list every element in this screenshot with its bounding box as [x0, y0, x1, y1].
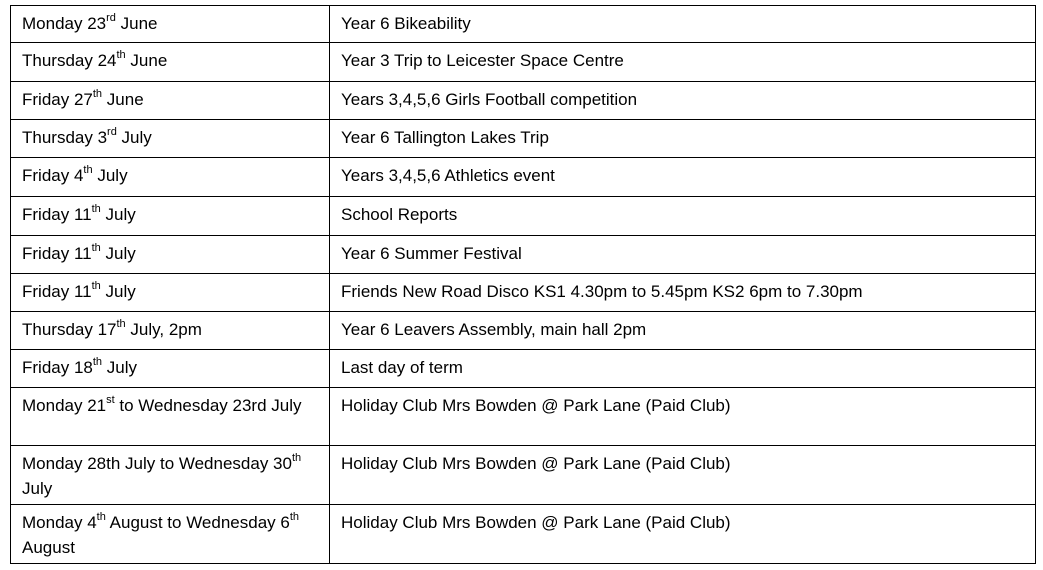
event-description-cell: Year 6 Leavers Assembly, main hall 2pm — [330, 312, 1036, 350]
date-ordinal-suffix: th — [291, 452, 302, 465]
date-text: August — [22, 538, 75, 557]
event-date-cell — [11, 388, 330, 446]
event-description-cell: Year 6 Bikeability — [330, 6, 1036, 43]
date-text: Friday 11 — [22, 282, 92, 301]
event-description-cell: Years 3,4,5,6 Girls Football competition — [330, 82, 1036, 120]
date-text: August to Wednesday 6 — [105, 513, 290, 532]
date-ordinal-suffix: th — [91, 280, 101, 293]
date-text: July — [22, 479, 53, 498]
date-text: Monday 23 — [22, 14, 107, 33]
date-text: Friday 18 — [22, 358, 93, 377]
event-date-cell — [11, 312, 330, 350]
date-ordinal-suffix: th — [92, 356, 103, 369]
event-date-cell — [11, 197, 330, 236]
date-text: Friday 11 — [22, 244, 92, 263]
date-text: July — [100, 282, 136, 301]
table-row — [11, 446, 1036, 505]
events-table-body — [11, 6, 1036, 564]
date-text: to Wednesday 23rd July — [114, 396, 302, 415]
event-date-cell — [11, 43, 330, 82]
event-description-cell: Friends New Road Disco KS1 4.30pm to 5.45pm KS2 6pm to 7.30pm — [330, 274, 1036, 312]
date-ordinal-suffix: th — [83, 164, 93, 177]
table-row — [11, 197, 1036, 236]
date-text: Friday 11 — [22, 205, 92, 224]
event-date-cell — [11, 446, 330, 505]
date-text: June — [102, 90, 144, 109]
event-date-cell — [11, 274, 330, 312]
event-date-cell — [11, 82, 330, 120]
date-text: Monday 4 — [22, 513, 97, 532]
table-row — [11, 120, 1036, 158]
event-description-cell: Holiday Club Mrs Bowden @ Park Lane (Paid Club) — [330, 505, 1036, 564]
date-ordinal-suffix: rd — [107, 126, 117, 139]
table-row — [11, 6, 1036, 43]
date-text: Monday 28th July to Wednesday 30 — [22, 454, 292, 473]
event-date-cell — [11, 505, 330, 564]
table-row — [11, 312, 1036, 350]
date-text: July — [100, 205, 136, 224]
event-description-cell: Last day of term — [330, 350, 1036, 388]
date-text: July — [102, 358, 138, 377]
date-text: July — [92, 166, 128, 185]
date-text: June — [115, 14, 158, 33]
events-table — [10, 5, 1036, 564]
date-ordinal-suffix: th — [289, 511, 300, 524]
table-row — [11, 158, 1036, 197]
date-text: Friday 4 — [22, 166, 84, 185]
event-description-cell: Holiday Club Mrs Bowden @ Park Lane (Paid Club) — [330, 388, 1036, 446]
event-description-cell: Years 3,4,5,6 Athletics event — [330, 158, 1036, 197]
date-text: July — [100, 244, 136, 263]
table-row — [11, 43, 1036, 82]
date-ordinal-suffix: th — [91, 242, 101, 255]
table-row — [11, 236, 1036, 274]
event-date-cell — [11, 120, 330, 158]
table-row — [11, 82, 1036, 120]
date-text: Thursday 3 — [22, 128, 108, 147]
event-description-cell: Year 3 Trip to Leicester Space Centre — [330, 43, 1036, 82]
table-row — [11, 505, 1036, 564]
table-row — [11, 274, 1036, 312]
event-description-cell: Year 6 Summer Festival — [330, 236, 1036, 274]
date-ordinal-suffix: th — [116, 49, 126, 62]
event-date-cell — [11, 236, 330, 274]
event-description-cell: Year 6 Tallington Lakes Trip — [330, 120, 1036, 158]
table-row — [11, 388, 1036, 446]
date-text: Friday 27 — [22, 90, 93, 109]
date-ordinal-suffix: th — [91, 203, 101, 216]
date-text: Thursday 17 — [22, 320, 117, 339]
date-ordinal-suffix: th — [96, 511, 106, 524]
date-ordinal-suffix: th — [92, 88, 103, 101]
event-date-cell — [11, 158, 330, 197]
date-ordinal-suffix: rd — [106, 12, 116, 25]
event-description-cell: Holiday Club Mrs Bowden @ Park Lane (Paid Club) — [330, 446, 1036, 505]
event-date-cell — [11, 350, 330, 388]
event-date-cell — [11, 6, 330, 43]
date-ordinal-suffix: th — [116, 318, 126, 331]
date-text: July, 2pm — [125, 320, 202, 339]
date-text: Thursday 24 — [22, 51, 117, 70]
date-text: July — [116, 128, 152, 147]
table-row — [11, 350, 1036, 388]
event-description-cell: School Reports — [330, 197, 1036, 236]
date-text: Monday 21 — [22, 396, 107, 415]
date-ordinal-suffix: st — [106, 394, 115, 407]
date-text: June — [125, 51, 168, 70]
